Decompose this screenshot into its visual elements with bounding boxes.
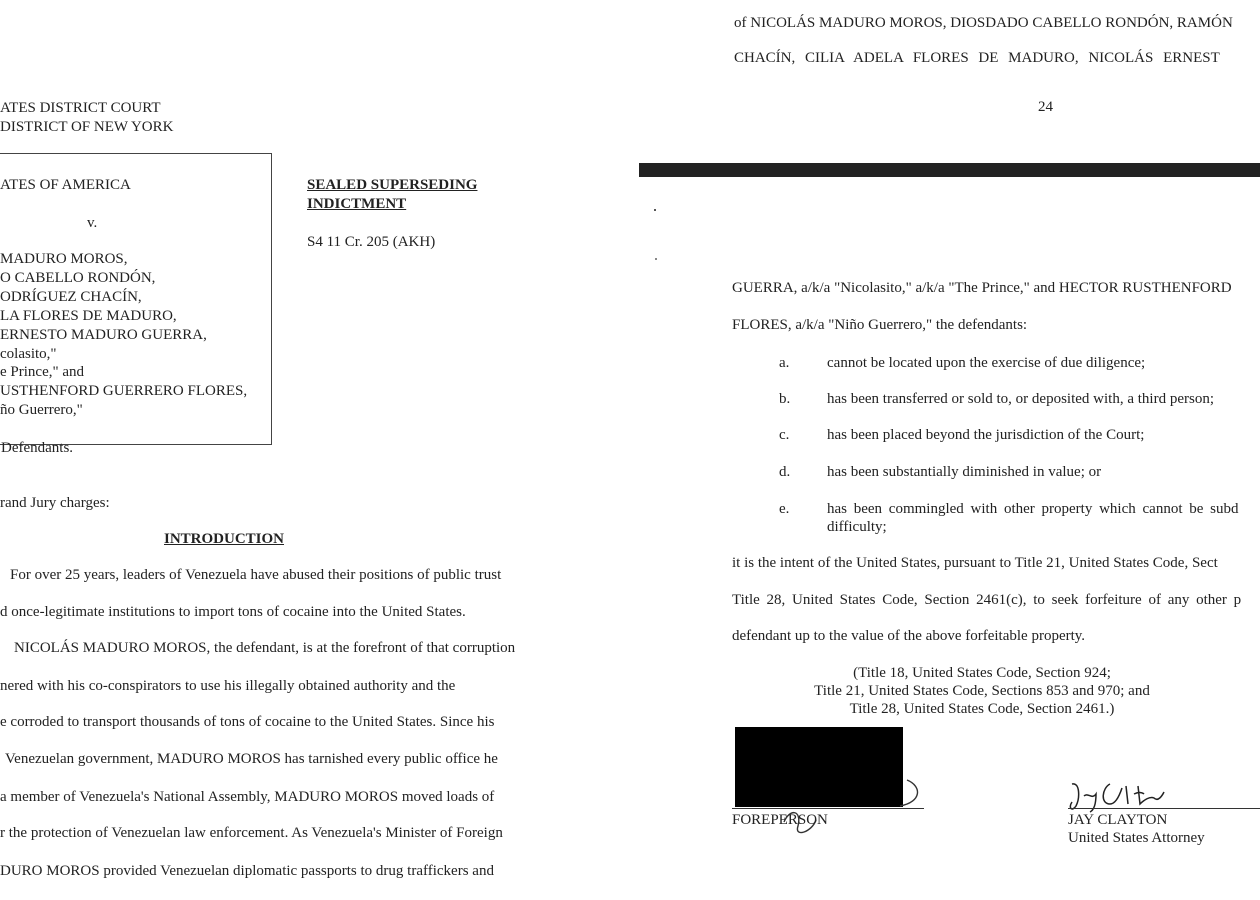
citation-line: Title 21, United States Code, Sections 853 and 970; and bbox=[814, 683, 1150, 699]
list-item-text: has been substantially diminished in value; or bbox=[827, 464, 1102, 480]
list-item-text-continued: difficulty; bbox=[827, 519, 887, 535]
caption-versus: v. bbox=[87, 215, 98, 231]
grand-jury-line: rand Jury charges: bbox=[0, 495, 110, 511]
paragraph-line: GUERRA, a/k/a "Nicolasito," a/k/a "The Prince," and HECTOR RUSTHENFORD bbox=[732, 280, 1232, 296]
continued-line: of NICOLÁS MADURO MOROS, DIOSDADO CABELLO RONDÓN, RAMÓN bbox=[734, 15, 1233, 31]
caption-defendant: MADURO MOROS, bbox=[0, 251, 128, 267]
scan-speck bbox=[655, 258, 657, 260]
caption-party: ATES OF AMERICA bbox=[0, 177, 131, 193]
body-line: nered with his co-conspirators to use his illegally obtained authority and the bbox=[0, 678, 456, 694]
list-item-text: has been commingled with other property which cannot be subd bbox=[827, 501, 1239, 517]
section-heading: INTRODUCTION bbox=[164, 531, 285, 547]
caption-defendant: e Prince," and bbox=[0, 364, 85, 380]
body-line: Venezuelan government, MADURO MOROS has tarnished every public office he bbox=[5, 751, 498, 767]
caption-defendant: colasito," bbox=[0, 346, 57, 362]
continued-line: CHACÍN, CILIA ADELA FLORES DE MADURO, NICOLÁS ERNEST bbox=[734, 50, 1220, 66]
list-letter: c. bbox=[779, 427, 790, 443]
caption-defendant: USTHENFORD GUERRERO FLORES, bbox=[0, 383, 248, 399]
page-number: 24 bbox=[1038, 99, 1053, 115]
paragraph-line: defendant up to the value of the above forfeitable property. bbox=[732, 628, 1086, 644]
list-letter: b. bbox=[779, 391, 791, 407]
caption-defendant: ODRÍGUEZ CHACÍN, bbox=[0, 289, 142, 305]
caption-defendant: LA FLORES DE MADURO, bbox=[0, 308, 177, 324]
body-line: r the protection of Venezuelan law enforcement. As Venezuela's Minister of Foreign bbox=[0, 825, 503, 841]
case-number: S4 11 Cr. 205 (AKH) bbox=[307, 234, 436, 250]
foreperson-signature-line bbox=[732, 808, 924, 809]
list-letter: a. bbox=[779, 355, 790, 371]
attorney-title: United States Attorney bbox=[1068, 830, 1205, 846]
caption-defendants-label: Defendants. bbox=[1, 440, 74, 456]
caption-defendant: O CABELLO RONDÓN, bbox=[0, 270, 156, 286]
list-letter: e. bbox=[779, 501, 790, 517]
page-separator-band bbox=[639, 163, 1260, 177]
body-line: NICOLÁS MADURO MOROS, the defendant, is at the forefront of that corruption bbox=[14, 640, 516, 656]
caption-defendant: ERNESTO MADURO GUERRA, bbox=[0, 327, 207, 343]
paragraph-line: it is the intent of the United States, pursuant to Title 21, United States Code, Sect bbox=[732, 555, 1218, 571]
list-item-text: has been transferred or sold to, or deposited with, a third person; bbox=[827, 391, 1214, 407]
citation-line: Title 28, United States Code, Section 2461.) bbox=[849, 701, 1115, 717]
foreperson-signature-mark bbox=[772, 770, 932, 840]
body-line: DURO MOROS provided Venezuelan diplomatic passports to drug traffickers and bbox=[0, 863, 494, 879]
body-line: e corroded to transport thousands of tons of cocaine to the United States. Since his bbox=[0, 714, 495, 730]
list-letter: d. bbox=[779, 464, 791, 480]
citation-line: (Title 18, United States Code, Section 924; bbox=[853, 665, 1111, 681]
document-title-line2: INDICTMENT bbox=[307, 196, 407, 212]
left-document-page bbox=[0, 0, 620, 900]
case-caption-box bbox=[0, 153, 272, 456]
list-item-text: cannot be located upon the exercise of due diligence; bbox=[827, 355, 1146, 371]
body-line: d once-legitimate institutions to import tons of cocaine into the United States. bbox=[0, 604, 466, 620]
caption-defendant: ño Guerrero," bbox=[0, 402, 83, 418]
right-document-page bbox=[622, 0, 1260, 900]
document-title-line1: SEALED SUPERSEDING bbox=[307, 177, 478, 193]
paragraph-line: FLORES, a/k/a "Niño Guerrero," the defendants: bbox=[732, 317, 1028, 333]
attorney-signature-line bbox=[1068, 808, 1260, 809]
court-name-line2: DISTRICT OF NEW YORK bbox=[0, 119, 174, 135]
scan-speck bbox=[654, 209, 656, 211]
list-item-text: has been placed beyond the jurisdiction of the Court; bbox=[827, 427, 1145, 443]
body-line: For over 25 years, leaders of Venezuela have abused their positions of public trust bbox=[10, 567, 502, 583]
paragraph-line: Title 28, United States Code, Section 2461(c), to seek forfeiture of any other p bbox=[732, 592, 1242, 608]
foreperson-label: FOREPERSON bbox=[732, 812, 828, 828]
attorney-name: JAY CLAYTON bbox=[1068, 812, 1168, 828]
court-name-line1: ATES DISTRICT COURT bbox=[0, 100, 161, 116]
body-line: a member of Venezuela's National Assembly, MADURO MOROS moved loads of bbox=[0, 789, 495, 805]
